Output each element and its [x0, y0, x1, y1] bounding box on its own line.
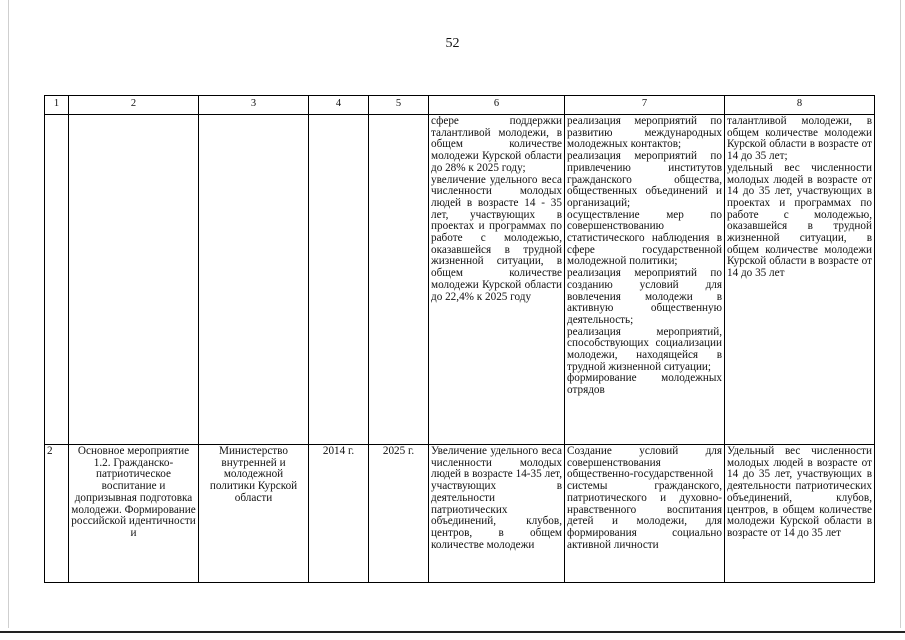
page-number: 52	[445, 36, 460, 51]
start-year-cell: 2014 г.	[309, 445, 369, 583]
end-year-cell	[369, 115, 429, 445]
page-bottom-rule	[0, 631, 905, 633]
executor-cell	[199, 115, 309, 445]
header-cell: 2	[69, 96, 199, 115]
expected-result-cell: Увеличение удельного веса численности молодых людей в возрасте 14-35 лет, участвующих в деятельности патриотических объединений, клубов, центров, в общем количестве молодежи	[429, 445, 565, 583]
header-cell: 8	[725, 96, 875, 115]
row-number-cell	[45, 115, 69, 445]
header-cell: 3	[199, 96, 309, 115]
event-name-cell	[69, 115, 199, 445]
table-row	[45, 115, 875, 445]
header-cell: 7	[565, 96, 725, 115]
row-number-cell: 2	[45, 445, 69, 583]
header-cell: 6	[429, 96, 565, 115]
table-row	[45, 445, 875, 583]
main-directions-cell: Создание условий для совершенствования общественно-государственной системы гражданского, патриотического и духовно-нравственного воспитания детей и молодежи, для формирования социально активной личности	[565, 445, 725, 583]
header-cell: 1	[45, 96, 69, 115]
table-header-row	[45, 96, 875, 115]
event-name-cell: Основное мероприятие 1.2. Гражданско-патриотическое воспитание и допризывная подготовка молодежи. Формирование российской идентичности и	[69, 445, 199, 583]
expected-result-cell: сфере поддержки талантливой молодежи, в общем количестве молодежи Курской области до 28% к 2025 году; увеличение удельного веса численности молодых людей в возрасте 14 - 35 лет, участвующих в проектах и программах по работе с молодежью, оказавшейся в трудной жизненной ситуации, в общем количестве молодежи Курской области до 22,4% к 2025 году	[429, 115, 565, 445]
program-table	[44, 95, 875, 583]
end-year-cell: 2025 г.	[369, 445, 429, 583]
indicator-link-cell: Удельный вес численности молодых людей в возрасте от 14 до 35 лет, участвующих в деятельности патриотических объединений, клубов, центров, в общем количестве молодежи Курской области в возрасте от 14 до 35 лет	[725, 445, 875, 583]
main-directions-cell: реализация мероприятий по развитию международных молодежных контактов; реализация мероприятий по привлечению институтов гражданского общества, общественных объединений и организаций; осуществление мер по совершенствованию статистического наблюдения в сфере государственной молодежной политики; реализация мероприятий по созданию условий для вовлечения молодежи в активную общественную деятельность; реализация мероприятий, способствующих социализации молодежи, находящейся в трудной жизненной ситуации; формирование молодежных отрядов	[565, 115, 725, 445]
start-year-cell	[309, 115, 369, 445]
indicator-link-cell: талантливой молодежи, в общем количестве молодежи Курской области в возрасте от 14 до 35 лет; удельный вес численности молодых людей в возрасте от 14 до 35 лет, участвующих в проектах и программах по работе с молодежью, оказавшейся в трудной жизненной ситуации, в общем количестве молодежи Курской области в возрасте от 14 до 35 лет	[725, 115, 875, 445]
executor-cell: Министерство внутренней и молодежной политики Курской области	[199, 445, 309, 583]
header-cell: 4	[309, 96, 369, 115]
header-cell: 5	[369, 96, 429, 115]
